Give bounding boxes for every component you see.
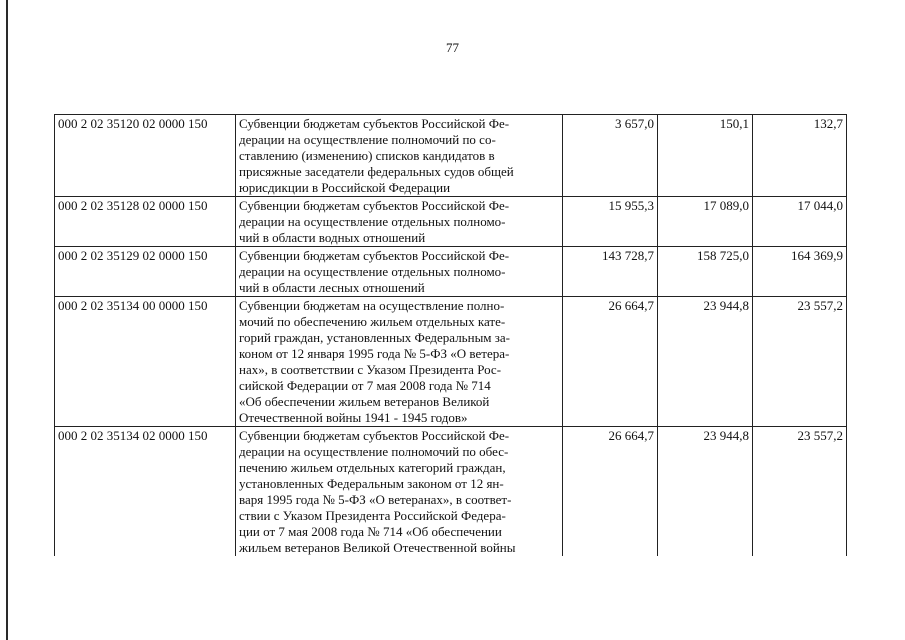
budget-code: 000 2 02 35129 02 0000 150 bbox=[55, 247, 236, 297]
description-line: варя 1995 года № 5-ФЗ «О ветеранах», в соответ- bbox=[239, 492, 512, 507]
amount-col-3: 17 044,0 bbox=[753, 197, 847, 247]
description-line: «Об обеспечении жильем ветеранов Великой bbox=[239, 394, 490, 409]
budget-code: 000 2 02 35134 00 0000 150 bbox=[55, 297, 236, 427]
amount-col-1: 143 728,7 bbox=[563, 247, 658, 297]
description-line: горий граждан, установленных Федеральным за- bbox=[239, 330, 511, 345]
description-line: ставлению (изменению) списков кандидатов в bbox=[239, 148, 495, 163]
amount-col-1: 15 955,3 bbox=[563, 197, 658, 247]
row-description bbox=[236, 297, 563, 427]
budget-code: 000 2 02 35128 02 0000 150 bbox=[55, 197, 236, 247]
description-line: коном от 12 января 1995 года № 5-ФЗ «О ветера- bbox=[239, 346, 510, 361]
description-line: сийской Федерации от 7 мая 2008 года № 714 bbox=[239, 378, 491, 393]
amount-col-2: 17 089,0 bbox=[658, 197, 753, 247]
row-description bbox=[236, 247, 563, 297]
description-line: Субвенции бюджетам субъектов Российской Фе- bbox=[239, 248, 510, 263]
amount-col-1: 26 664,7 bbox=[563, 427, 658, 557]
amount-col-2: 23 944,8 bbox=[658, 427, 753, 557]
description-line: юрисдикции в Российской Федерации bbox=[239, 180, 451, 195]
description-line: дерации на осуществление полномочий по со- bbox=[239, 132, 496, 147]
description-line: присяжные заседатели федеральных судов общей bbox=[239, 164, 514, 179]
budget-code: 000 2 02 35120 02 0000 150 bbox=[55, 115, 236, 197]
description-line: Субвенции бюджетам на осуществление полно- bbox=[239, 298, 505, 313]
description-line: Отечественной войны 1941 - 1945 годов» bbox=[239, 410, 468, 425]
description-line: жильем ветеранов Великой Отечественной войны bbox=[239, 540, 516, 555]
description-line: нах», в соответствии с Указом Президента Рос- bbox=[239, 362, 502, 377]
scan-edge-line bbox=[6, 0, 8, 640]
row-description bbox=[236, 197, 563, 247]
page-number: 77 bbox=[446, 40, 459, 55]
table-row bbox=[55, 297, 847, 427]
row-description bbox=[236, 115, 563, 197]
description-line: Субвенции бюджетам субъектов Российской Фе- bbox=[239, 198, 510, 213]
row-description bbox=[236, 427, 563, 557]
amount-col-2: 158 725,0 bbox=[658, 247, 753, 297]
amount-col-1: 3 657,0 bbox=[563, 115, 658, 197]
amount-col-2: 23 944,8 bbox=[658, 297, 753, 427]
description-line: Субвенции бюджетам субъектов Российской Фе- bbox=[239, 116, 510, 131]
table-row bbox=[55, 427, 847, 557]
amount-col-3: 132,7 bbox=[753, 115, 847, 197]
amount-col-2: 150,1 bbox=[658, 115, 753, 197]
table-row bbox=[55, 197, 847, 247]
table-row bbox=[55, 247, 847, 297]
amount-col-3: 23 557,2 bbox=[753, 297, 847, 427]
description-line: дерации на осуществление полномочий по обес- bbox=[239, 444, 509, 459]
description-line: чий в области лесных отношений bbox=[239, 280, 425, 295]
description-line: чий в области водных отношений bbox=[239, 230, 426, 245]
budget-code: 000 2 02 35134 02 0000 150 bbox=[55, 427, 236, 557]
description-line: дерации на осуществление отдельных полномо- bbox=[239, 214, 506, 229]
amount-col-3: 23 557,2 bbox=[753, 427, 847, 557]
table-row bbox=[55, 115, 847, 197]
description-line: мочий по обеспечению жильем отдельных кате- bbox=[239, 314, 506, 329]
budget-table bbox=[54, 114, 847, 556]
description-line: ции от 7 мая 2008 года № 714 «Об обеспечении bbox=[239, 524, 502, 539]
description-line: Субвенции бюджетам субъектов Российской Фе- bbox=[239, 428, 510, 443]
amount-col-1: 26 664,7 bbox=[563, 297, 658, 427]
description-line: печению жильем отдельных категорий граждан, bbox=[239, 460, 506, 475]
amount-col-3: 164 369,9 bbox=[753, 247, 847, 297]
description-line: ствии с Указом Президента Российской Федера- bbox=[239, 508, 506, 523]
description-line: установленных Федеральным законом от 12 ян- bbox=[239, 476, 504, 491]
description-line: дерации на осуществление отдельных полномо- bbox=[239, 264, 506, 279]
